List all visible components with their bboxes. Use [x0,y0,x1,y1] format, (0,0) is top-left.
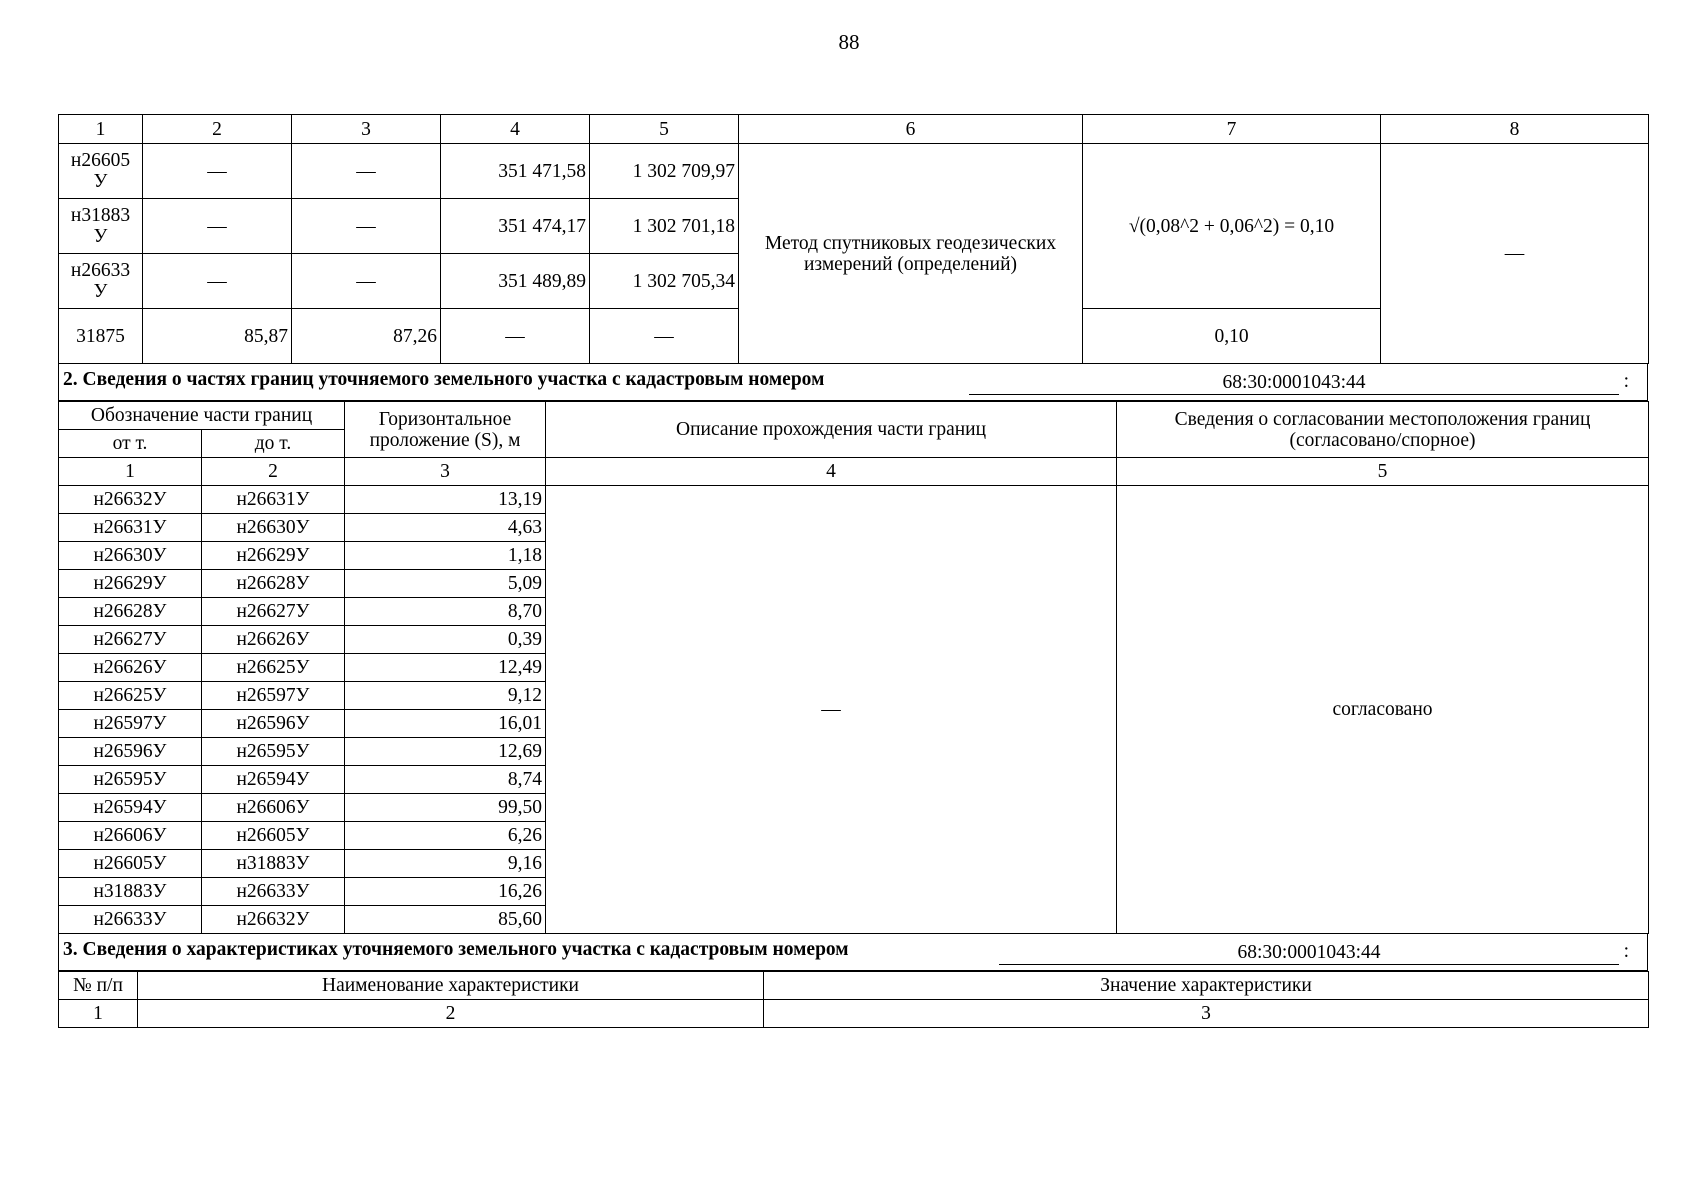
from-header: от т. [59,430,202,458]
method-cell: Метод спутниковых геодезических измерений (определений) [739,144,1083,364]
value-header: Значение характеристики [764,972,1649,1000]
to-point: н26627У [202,598,345,626]
from-point: н26629У [59,570,202,598]
to-point: н26606У [202,794,345,822]
horizontal-distance: 9,16 [345,850,546,878]
column-number: 1 [59,115,143,144]
table-header-row [59,1000,1649,1028]
from-point: н26627У [59,626,202,654]
column-number: 1 [59,1000,138,1028]
boundary-parts-table [58,401,1649,934]
column-number: 2 [143,115,292,144]
coordinate-y: 1 302 709,97 [590,144,739,199]
section-2-title-bar [58,364,1648,401]
table-row [59,144,1649,199]
from-point: н26633У [59,906,202,934]
table-header-row [59,458,1649,486]
part-designation-header: Обозначение части границ [59,402,345,430]
to-point: н26632У [202,906,345,934]
from-point: н26597У [59,710,202,738]
column-number: 3 [764,1000,1649,1028]
column-number: 7 [1083,115,1381,144]
colon: : [1623,371,1629,392]
to-point: н26625У [202,654,345,682]
horizontal-distance: 4,63 [345,514,546,542]
to-point: н26630У [202,514,345,542]
cadastral-number: 68:30:0001043:44 [999,942,1619,965]
horizontal-distance: 9,12 [345,682,546,710]
from-point: н26606У [59,822,202,850]
to-point: н26628У [202,570,345,598]
horizontal-distance: 8,70 [345,598,546,626]
page-number: 88 [838,30,860,54]
cadastral-number: 68:30:0001043:44 [969,372,1619,395]
number-header: № п/п [59,972,138,1000]
horizontal-distance: 5,09 [345,570,546,598]
column-number: 3 [292,115,441,144]
table-header-row [59,115,1649,144]
accuracy-formula: √(0,08^2 + 0,06^2) = 0,10 [1083,144,1381,309]
coordinates-table [58,114,1649,364]
horizontal-distance: 13,19 [345,486,546,514]
horizontal-distance: 8,74 [345,766,546,794]
to-point: н26594У [202,766,345,794]
point-designation: н26633 У [59,254,143,309]
coordinate-x: 351 489,89 [441,254,590,309]
description-header: Описание прохождения части границ [546,402,1117,458]
cell: — [292,199,441,254]
cell: — [292,254,441,309]
document-tables [58,114,1648,1028]
column-number: 6 [739,115,1083,144]
horizontal-distance: 12,49 [345,654,546,682]
from-point: н26594У [59,794,202,822]
column-number: 5 [1117,458,1649,486]
column-number: 8 [1381,115,1649,144]
to-point: н26596У [202,710,345,738]
horizontal-distance: 16,01 [345,710,546,738]
section-3-title: 3. Сведения о характеристиках уточняемого земельного участка с кадастровым номером [63,939,849,960]
to-point: н26633У [202,878,345,906]
to-point: н26605У [202,822,345,850]
from-point: н26626У [59,654,202,682]
coordinate-y: 1 302 701,18 [590,199,739,254]
to-point: н31883У [202,850,345,878]
description-value: — [546,486,1117,934]
horizontal-distance: 1,18 [345,542,546,570]
column-number: 4 [546,458,1117,486]
from-point: н26632У [59,486,202,514]
horizontal-header: Горизонтальное проложение (S), м [345,402,546,458]
point-designation: н31883 У [59,199,143,254]
cell: — [143,199,292,254]
from-point: н26630У [59,542,202,570]
to-header: до т. [202,430,345,458]
colon: : [1623,941,1629,962]
cell: — [143,144,292,199]
cell: 85,87 [143,309,292,364]
from-point: н26625У [59,682,202,710]
coordinate-x: 351 474,17 [441,199,590,254]
from-point: н26596У [59,738,202,766]
from-point: н26595У [59,766,202,794]
column-number: 3 [345,458,546,486]
to-point: н26595У [202,738,345,766]
coordinate-y: — [590,309,739,364]
horizontal-distance: 6,26 [345,822,546,850]
horizontal-distance: 0,39 [345,626,546,654]
to-point: н26597У [202,682,345,710]
section-3-title-bar [58,934,1648,971]
to-point: н26631У [202,486,345,514]
cell: 87,26 [292,309,441,364]
from-point: н26631У [59,514,202,542]
to-point: н26626У [202,626,345,654]
column-number: 1 [59,458,202,486]
cell: — [143,254,292,309]
point-designation: 31875 [59,309,143,364]
column-number: 2 [202,458,345,486]
table-header-row [59,972,1649,1000]
section-2-title: 2. Сведения о частях границ уточняемого земельного участка с кадастровым номером [63,369,825,390]
horizontal-distance: 16,26 [345,878,546,906]
table-header-row [59,402,1649,430]
horizontal-distance: 99,50 [345,794,546,822]
column-number: 5 [590,115,739,144]
cell: — [292,144,441,199]
name-header: Наименование характеристики [138,972,764,1000]
coordinate-x: — [441,309,590,364]
characteristics-table [58,971,1649,1028]
point-designation: н26605 У [59,144,143,199]
coordinate-y: 1 302 705,34 [590,254,739,309]
column-8-value: — [1381,144,1649,364]
coordinate-x: 351 471,58 [441,144,590,199]
horizontal-distance: 12,69 [345,738,546,766]
accuracy-value: 0,10 [1083,309,1381,364]
agreement-value: согласовано [1117,486,1649,934]
agreement-header: Сведения о согласовании местоположения границ (согласовано/спорное) [1117,402,1649,458]
to-point: н26629У [202,542,345,570]
table-row [59,486,1649,514]
horizontal-distance: 85,60 [345,906,546,934]
from-point: н31883У [59,878,202,906]
column-number: 4 [441,115,590,144]
column-number: 2 [138,1000,764,1028]
from-point: н26605У [59,850,202,878]
from-point: н26628У [59,598,202,626]
